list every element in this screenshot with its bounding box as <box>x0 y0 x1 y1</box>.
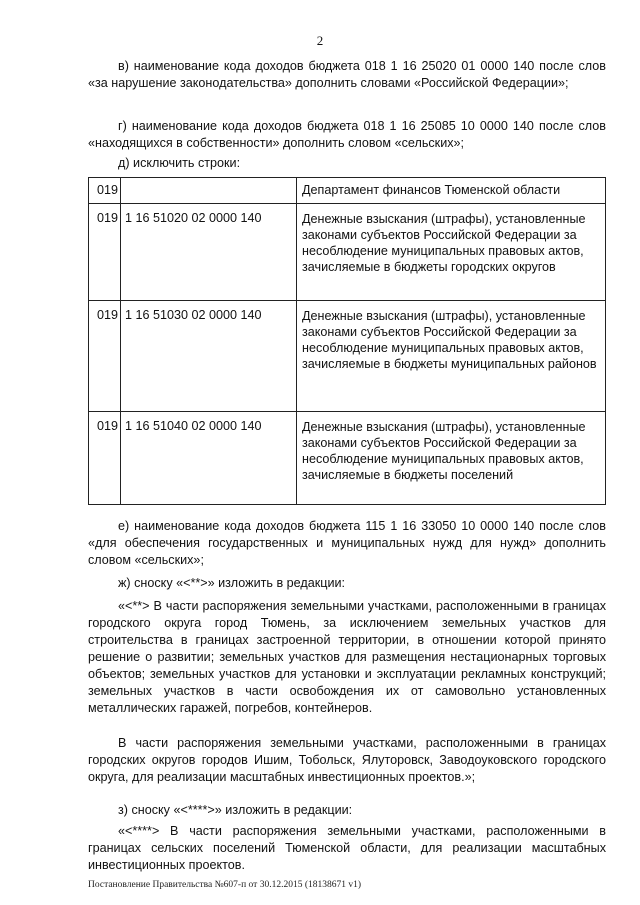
table-cell-code: 019 <box>89 204 121 301</box>
paragraph-v: в) наименование кода доходов бюджета 018 1 16 25020 01 0000 140 после слов «за нарушение законодательства» дополнить словами «Российской Федерации»; <box>88 59 606 90</box>
table-cell-name-text: Денежные взыскания (штрафы), установленные законами субъектов Российской Федерации за несоблюдение муниципальных правовых актов, зачисляемые в бюджеты городских округов <box>302 212 586 274</box>
footnote-quote-2: В части распоряжения земельными участками, расположенными в границах городских округов городов Ишим, Тобольск, Ялуторовск, Заводоуковского городского округа, для реализации масштабных инвестиционных проектов.»; <box>88 736 606 784</box>
table-cell-code: 019 <box>89 301 121 412</box>
table-row <box>89 412 606 505</box>
table-row <box>89 204 606 301</box>
excluded-rows-table <box>88 177 606 505</box>
paragraph-d: д) исключить строки: <box>118 156 241 170</box>
table-cell-kbk: 1 16 51040 02 0000 140 <box>121 412 297 505</box>
table-row <box>89 301 606 412</box>
table-cell-name <box>297 204 606 301</box>
table-row <box>89 178 606 204</box>
paragraph-e: е) наименование кода доходов бюджета 115 1 16 33050 10 0000 140 после слов «для обеспечения государственных и муниципальных нужд для нужд» дополнить словом «сельских»; <box>88 519 606 567</box>
table-cell-name-text: Денежные взыскания (штрафы), установленные законами субъектов Российской Федерации за несоблюдение муниципальных правовых актов, зачисляемые в бюджеты поселений <box>302 420 586 482</box>
paragraph-z: з) сноску «<****>» изложить в редакции: <box>118 803 353 817</box>
table-cell-kbk: 1 16 51020 02 0000 140 <box>121 204 297 301</box>
footnote-quote-3: «<****> В части распоряжения земельными участками, расположенными в границах сельских поселений Тюменской области, для реализации масштабных инвестиционных проектов. <box>88 824 606 872</box>
table-cell-name <box>297 301 606 412</box>
table-cell-kbk: 1 16 51030 02 0000 140 <box>121 301 297 412</box>
table-cell-kbk <box>121 178 297 204</box>
document-footer: Постановление Правительства №607-п от 30.12.2015 (18138671 v1) <box>88 880 362 890</box>
paragraph-g: г) наименование кода доходов бюджета 018 1 16 25085 10 0000 140 после слов «находящихся в собственности» дополнить словом «сельских»; <box>88 119 606 150</box>
table-cell-code: 019 <box>89 178 121 204</box>
paragraph-zh: ж) сноску «<**>» изложить в редакции: <box>118 576 346 590</box>
table-cell-name: Департамент финансов Тюменской области <box>297 178 606 204</box>
footnote-quote-1: «<**> В части распоряжения земельными участками, расположенными в границах городского округа город Тюмень, за исключением земельных участков для строительства в границах застроенной территории, в отношении которой принято решение о развитии; земельных участков для размещения нестационарных торговых объектов; земельных участков для установки и эксплуатации рекламных конструкций; земельных участков в части освобождения их от самовольно установленных металлических гаражей, погребов, контейнеров. <box>88 599 606 715</box>
table-cell-name-text: Денежные взыскания (штрафы), установленные законами субъектов Российской Федерации за несоблюдение муниципальных правовых актов, зачисляемые в бюджеты муниципальных районов <box>302 309 597 371</box>
table-cell-code: 019 <box>89 412 121 505</box>
page-number: 2 <box>316 33 324 48</box>
table-cell-name <box>297 412 606 505</box>
